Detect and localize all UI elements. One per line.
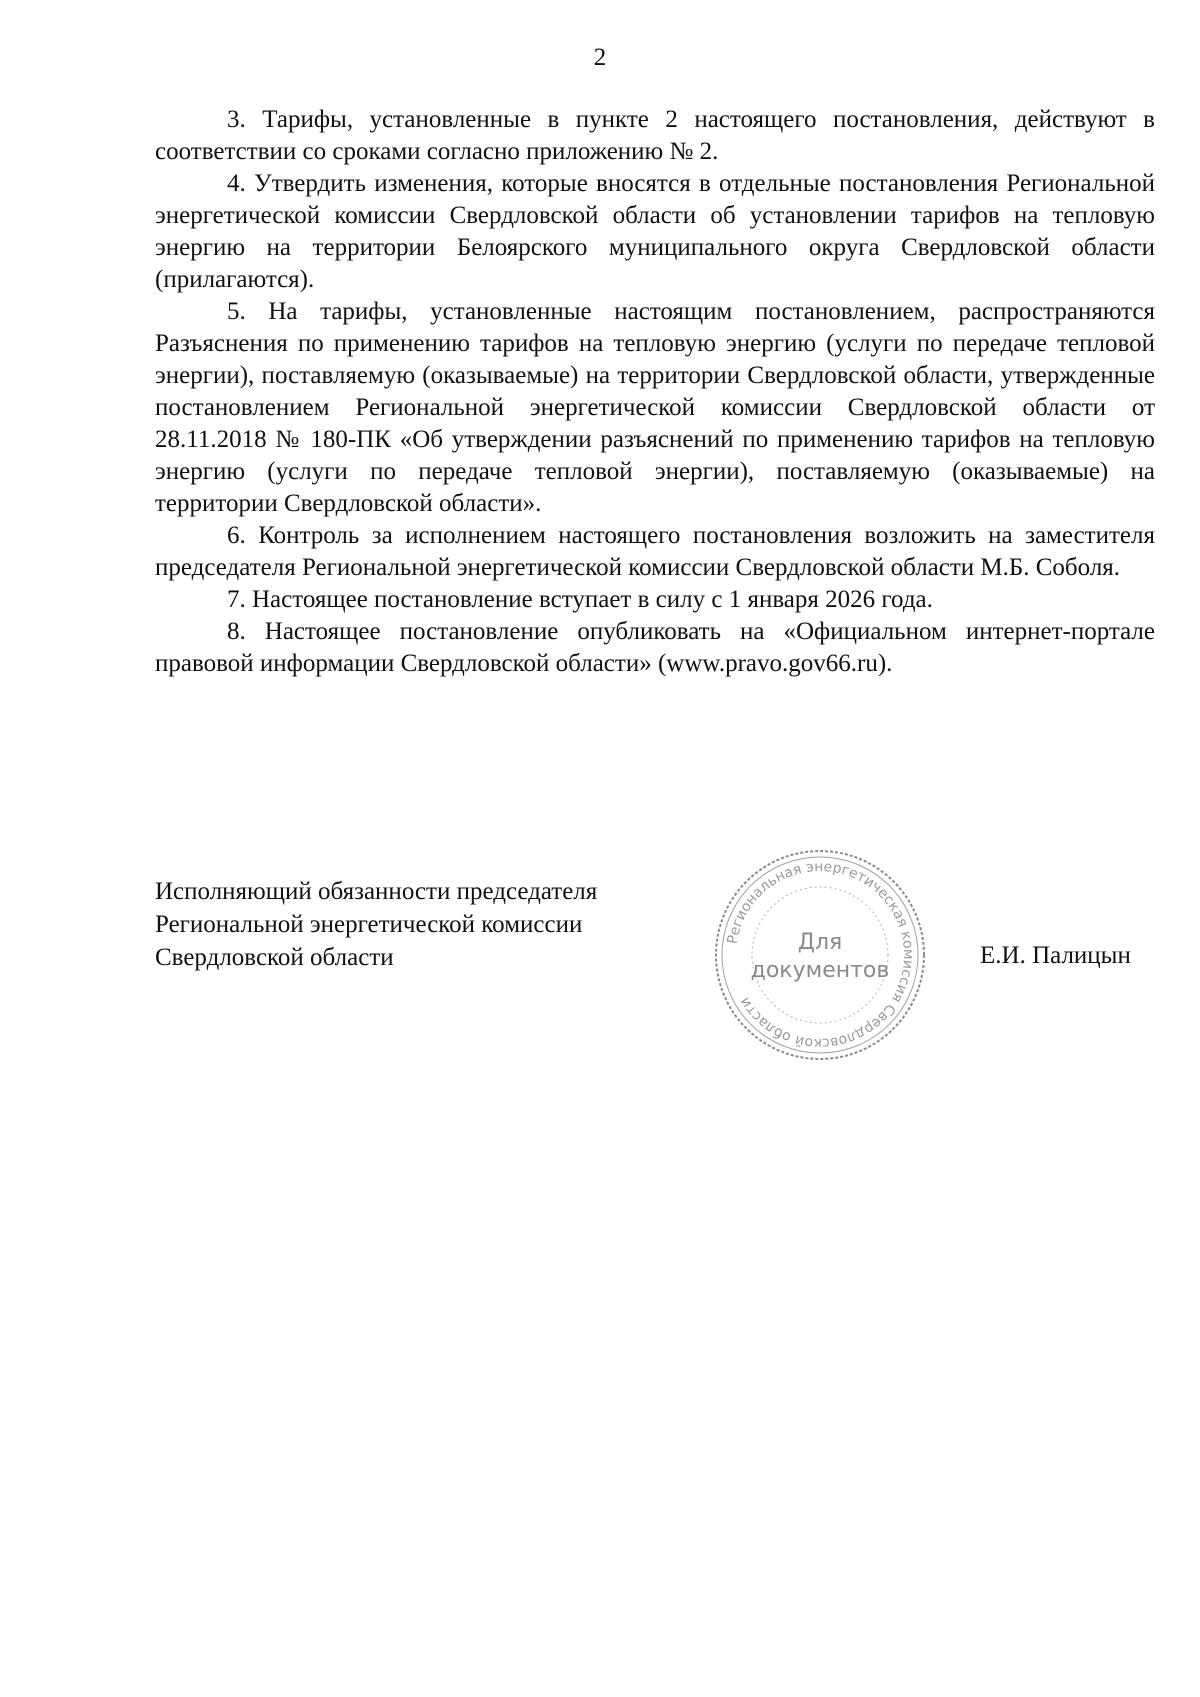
- paragraph-3: 3. Тарифы, установленные в пункте 2 настоящего постановления, действуют в соответствии со сроками согласно приложению № 2.: [155, 106, 1155, 165]
- stamp-center-line-2: документов: [750, 958, 890, 983]
- signatory-position: [155, 875, 675, 974]
- stamp-center-line-1: Для: [797, 930, 843, 955]
- stamp-outer-ring: [716, 851, 924, 1059]
- paragraph-4: 4. Утвердить изменения, которые вносятся в отдельные постановления Региональной энергетической комиссии Свердловской области об установлении тарифов на тепловую энергию на территории Белоярского муниципального округа Свердловской области (прилагаются).: [155, 170, 1155, 293]
- stamp-ring-text: [725, 859, 916, 1051]
- signatory-position-line: Свердловской области: [155, 944, 394, 971]
- signatory-name: Е.И. Палицын: [980, 942, 1131, 969]
- paragraph-6: 6. Контроль за исполнением настоящего постановления возложить на заместителя председателя Региональной энергетической комиссии Свердловской области М.Б. Соболя.: [155, 522, 1155, 581]
- signatory-position-line: Региональной энергетической комиссии: [155, 911, 583, 938]
- paragraph-8: 8. Настоящее постановление опубликовать на «Официальном интернет-портале правовой информации Свердловской области» (www.pravo.gov66.ru).: [155, 618, 1155, 677]
- official-stamp: [710, 845, 930, 1065]
- stamp-inner-ring: [722, 857, 918, 1053]
- page-number: 2: [593, 44, 607, 71]
- stamp-ring-textpath: Региональная энергетическая комиссия Свердловской области: [724, 858, 917, 1052]
- paragraph-7: 7. Настоящее постановление вступает в силу с 1 января 2026 года.: [227, 586, 933, 613]
- signatory-position-line: Исполняющий обязанности председателя: [155, 878, 598, 905]
- paragraph-5: 5. На тарифы, установленные настоящим постановлением, распространяются Разъяснения по применению тарифов на тепловую энергию (услуги по передаче тепловой энергии), поставляемую (оказываемые) на территории Свердловской области, утвержденные постановлением Региональной энергетической комиссии Свердловской области от 28.11.2018 № 180-ПК «Об утверждении разъяснений по применению тарифов на тепловую энергию (услуги по передаче тепловой энергии), поставляемую (оказываемые) на территории Свердловской области».: [155, 298, 1155, 517]
- document-body: [155, 104, 1155, 680]
- stamp-center-ring: [752, 887, 888, 1023]
